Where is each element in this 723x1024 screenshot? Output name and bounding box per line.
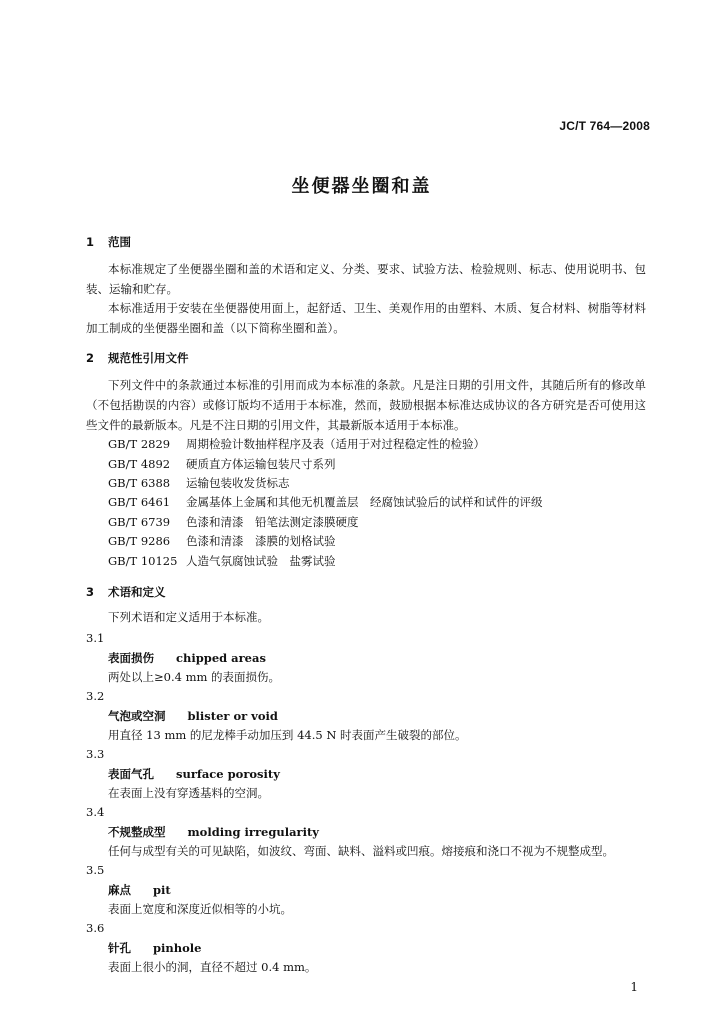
section-title: 范围 xyxy=(108,235,131,249)
reference-title: 运输包装收发货标志 xyxy=(186,476,290,490)
term-zh: 气泡或空洞 xyxy=(108,709,166,723)
reference-title: 人造气氛腐蚀试验 盐雾试验 xyxy=(186,554,336,568)
term-name xyxy=(108,708,278,724)
reference-code: GB/T 9286 xyxy=(108,534,171,548)
reference-code: GB/T 6461 xyxy=(108,495,171,509)
reference-title: 周期检验计数抽样程序及表（适用于对过程稳定性的检验） xyxy=(186,437,485,451)
term-definition: 任何与成型有关的可见缺陷，如波纹、弯面、缺料、溢料或凹痕。熔接痕和浇口不视为不规整成型。 xyxy=(108,844,614,858)
reference-title: 色漆和清漆 漆膜的划格试验 xyxy=(186,534,336,548)
term-en: molding irregularity xyxy=(187,825,319,839)
term-definition: 用直径 13 mm 的尼龙棒手动加压到 44.5 N 时表面产生破裂的部位。 xyxy=(108,728,467,742)
term-number: 3.6 xyxy=(86,921,105,935)
term-number: 3.3 xyxy=(86,747,105,761)
reference-item xyxy=(108,514,359,530)
term-definition: 两处以上≥0.4 mm 的表面损伤。 xyxy=(108,670,281,684)
term-number: 3.5 xyxy=(86,863,105,877)
term-zh: 针孔 xyxy=(108,941,131,955)
section-2-heading xyxy=(86,350,189,366)
reference-code: GB/T 6739 xyxy=(108,515,171,529)
reference-code: GB/T 4892 xyxy=(108,457,171,471)
term-name xyxy=(108,824,319,840)
standard-code: JC/T 764—2008 xyxy=(559,119,650,133)
term-en: pinhole xyxy=(153,941,202,955)
term-zh: 麻点 xyxy=(108,883,131,897)
reference-code: GB/T 10125 xyxy=(108,554,178,568)
reference-code: GB/T 6388 xyxy=(108,476,171,490)
term-zh: 表面气孔 xyxy=(108,767,154,781)
section-1-heading xyxy=(86,234,131,250)
section-3-intro: 下列术语和定义适用于本标准。 xyxy=(108,610,269,624)
reference-title: 金属基体上金属和其他无机覆盖层 经腐蚀试验后的试样和试件的评级 xyxy=(186,495,543,509)
section-number: 2 xyxy=(86,351,95,365)
term-number: 3.4 xyxy=(86,805,105,819)
term-name xyxy=(108,882,171,898)
term-number: 3.1 xyxy=(86,631,105,645)
reference-code: GB/T 2829 xyxy=(108,437,171,451)
term-name xyxy=(108,766,280,782)
section-number: 3 xyxy=(86,585,95,599)
term-en: chipped areas xyxy=(176,651,266,665)
reference-title: 硬质直方体运输包装尺寸系列 xyxy=(186,457,336,471)
term-definition: 表面上很小的洞，直径不超过 0.4 mm。 xyxy=(108,960,317,974)
term-definition: 表面上宽度和深度近似相等的小坑。 xyxy=(108,902,292,916)
reference-item xyxy=(108,436,485,452)
term-en: surface porosity xyxy=(176,767,280,781)
term-zh: 不规整成型 xyxy=(108,825,166,839)
term-en: blister or void xyxy=(187,709,278,723)
reference-item xyxy=(108,533,336,549)
section-3-heading xyxy=(86,584,166,600)
section-title: 规范性引用文件 xyxy=(108,351,189,365)
reference-title: 色漆和清漆 铅笔法测定漆膜硬度 xyxy=(186,515,359,529)
reference-item xyxy=(108,456,336,472)
reference-item xyxy=(108,553,336,569)
term-number: 3.2 xyxy=(86,689,105,703)
page-number: 1 xyxy=(630,980,638,994)
reference-item xyxy=(108,475,290,491)
term-definition: 在表面上没有穿透基料的空洞。 xyxy=(108,786,269,800)
section-1-paragraph-2: 本标准适用于安装在坐便器使用面上，起舒适、卫生、美观作用的由塑料、木质、复合材料、树脂等材料加工制成的坐便器坐圈和盖（以下简称坐圈和盖）。 xyxy=(86,301,646,335)
term-en: pit xyxy=(153,883,171,897)
reference-item xyxy=(108,494,543,510)
term-zh: 表面损伤 xyxy=(108,651,154,665)
section-1-paragraph-1: 本标准规定了坐便器坐圈和盖的术语和定义、分类、要求、试验方法、检验规则、标志、使用说明书、包装、运输和贮存。 xyxy=(86,262,646,296)
term-name xyxy=(108,650,266,666)
section-2-intro: 下列文件中的条款通过本标准的引用而成为本标准的条款。凡是注日期的引用文件，其随后所有的修改单（不包括勘误的内容）或修订版均不适用于本标准，然而，鼓励根据本标准达成协议的各方研究是否可使用这些文件的最新版本。凡是不注日期的引用文件，其最新版本适用于本标准。 xyxy=(86,378,646,432)
document-title: 坐便器坐圈和盖 xyxy=(291,176,432,197)
term-name xyxy=(108,940,202,956)
section-title: 术语和定义 xyxy=(108,585,166,599)
section-number: 1 xyxy=(86,235,95,249)
